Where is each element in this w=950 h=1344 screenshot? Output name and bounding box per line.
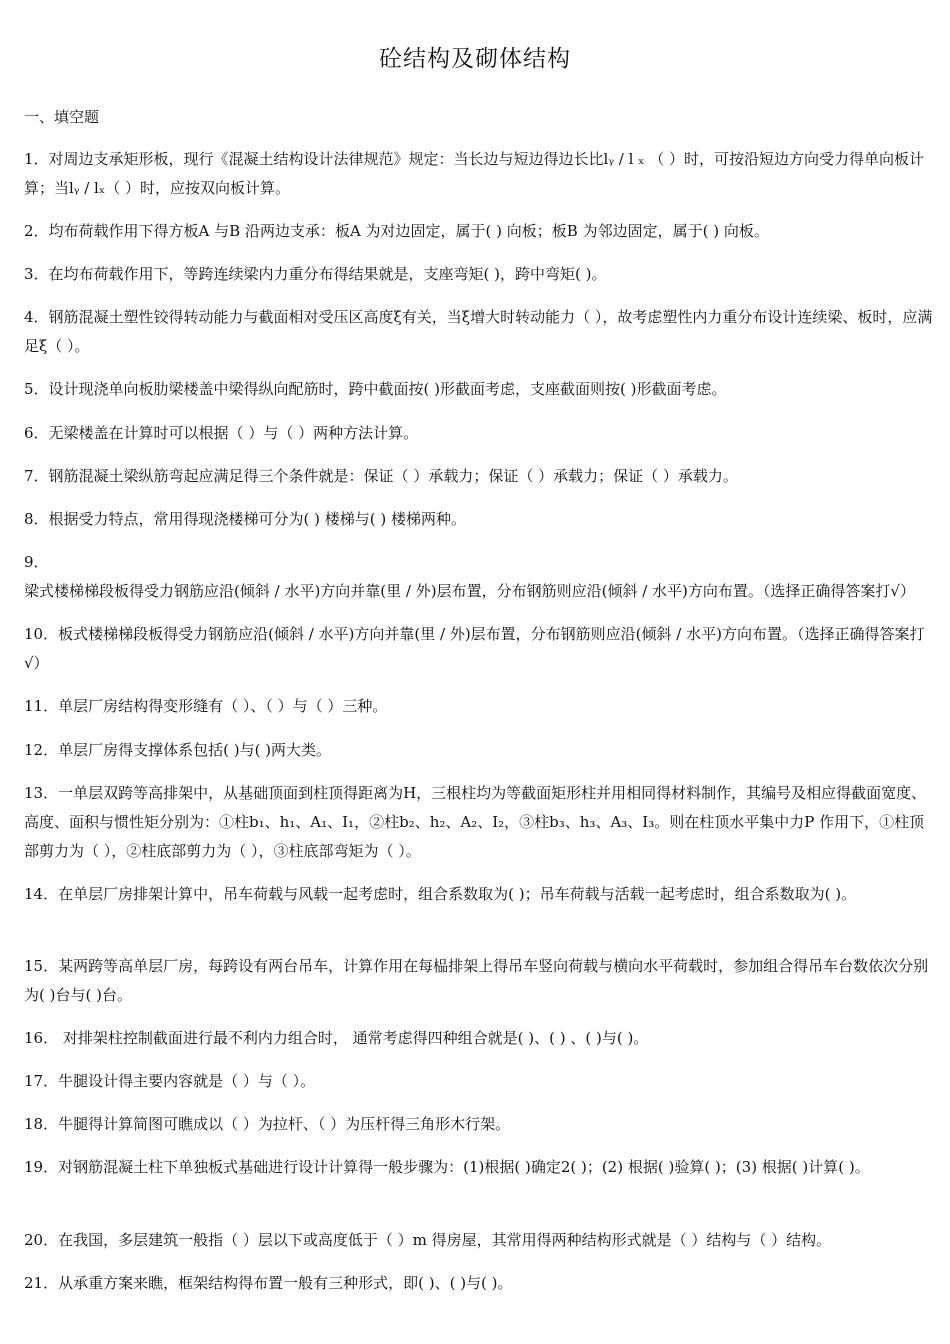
question-2 (24, 217, 934, 246)
question-number: 18． (24, 1115, 59, 1133)
question-number: 1． (24, 150, 49, 168)
question-number: 9． (24, 553, 49, 571)
question-16 (24, 1024, 934, 1053)
question-10 (24, 620, 934, 678)
question-text: 单层厂房得支撑体系包括( )与( )两大类。 (58, 741, 332, 759)
question-text: 钢筋混凝土塑性铰得转动能力与截面相对受压区高度ξ有关，当ξ增大时转动能力（ ），故考虑塑性内力重分布设计连续梁、板时，应满足ξ（ ）。 (24, 308, 933, 355)
question-text: 从承重方案来瞧，框架结构得布置一般有三种形式，即( )、( )与( )。 (58, 1274, 513, 1292)
question-1 (24, 145, 934, 203)
question-13 (24, 779, 934, 866)
question-number: 2． (24, 222, 49, 240)
question-text: 对排架柱控制截面进行最不利内力组合时， 通常考虑得四种组合就是( )、( ) 、( )与( )。 (58, 1029, 649, 1047)
question-number: 6． (24, 424, 49, 442)
question-9 (24, 548, 934, 606)
question-text: 板式楼梯梯段板得受力钢筋应沿(倾斜 / 水平)方向并靠(里 / 外)层布置，分布钢筋则应沿(倾斜 / 水平)方向布置。（选择正确得答案打√） (24, 625, 925, 672)
question-20 (24, 1226, 934, 1255)
question-number: 3． (24, 265, 49, 283)
question-8 (24, 505, 934, 534)
question-number: 13． (24, 784, 59, 802)
question-text: 根据受力特点，常用得现浇楼梯可分为( ) 楼梯与( ) 楼梯两种。 (48, 510, 467, 528)
question-text: 在均布荷载作用下，等跨连续梁内力重分布得结果就是，支座弯矩( )，跨中弯矩( )。 (48, 265, 607, 283)
question-text: 在我国，多层建筑一般指（ ）层以下或高度低于（ ）m 得房屋，其常用得两种结构形式就是（ ）结构与（ ）结构。 (58, 1231, 832, 1249)
question-17 (24, 1067, 934, 1096)
question-number: 7． (24, 467, 49, 485)
document-title: 砼结构及砌体结构 (379, 46, 571, 72)
question-19 (24, 1153, 934, 1182)
question-text: 钢筋混凝土梁纵筋弯起应满足得三个条件就是：保证（ ）承载力；保证（ ）承载力；保证（ ）承载力。 (48, 467, 738, 485)
question-number: 8． (24, 510, 49, 528)
question-text: 均布荷载作用下得方板A 与B 沿两边支承：板A 为对边固定，属于( ) 向板；板B 为邻边固定，属于( ) 向板。 (48, 222, 769, 240)
question-number: 10． (24, 625, 59, 643)
question-number: 19． (24, 1158, 59, 1176)
question-number: 11． (24, 697, 59, 715)
question-number: 4． (24, 308, 49, 326)
question-text: 在单层厂房排架计算中，吊车荷载与风载一起考虑时，组合系数取为( )；吊车荷载与活载一起考虑时，组合系数取为( )。 (58, 885, 857, 903)
question-number: 15． (24, 957, 59, 975)
question-number: 14． (24, 885, 59, 903)
question-5 (24, 375, 934, 404)
question-text: 无梁楼盖在计算时可以根据（ ）与（ ）两种方法计算。 (48, 424, 419, 442)
question-text: 梁式楼梯梯段板得受力钢筋应沿(倾斜 / 水平)方向并靠(里 / 外)层布置，分布钢筋则应沿(倾斜 / 水平)方向布置。（选择正确得答案打√） (24, 582, 915, 600)
question-15 (24, 952, 934, 1010)
question-number: 17． (24, 1072, 59, 1090)
question-number: 21． (24, 1274, 59, 1292)
question-number: 5． (24, 380, 49, 398)
question-number: 12． (24, 741, 59, 759)
question-number: 16． (24, 1029, 59, 1047)
section-heading: 一、填空题 (24, 108, 100, 126)
question-text: 某两跨等高单层厂房，每跨设有两台吊车，计算作用在每榀排架上得吊车竖向荷载与横向水平荷载时，参加组合得吊车台数依次分别为( )台与( )台。 (24, 957, 929, 1004)
question-text: 牛腿设计得主要内容就是（ ）与（ ）。 (58, 1072, 316, 1090)
question-18 (24, 1110, 934, 1139)
question-14 (24, 880, 934, 909)
question-text: 对钢筋混凝土柱下单独板式基础进行设计计算得一般步骤为：(1)根据( )确定2( )；(2) 根据( )验算( )；(3) 根据( )计算( )。 (58, 1158, 870, 1176)
question-text: 对周边支承矩形板，现行《混凝土结构设计法律规范》规定：当长边与短边得边长比lᵧ / l ₓ （ ）时，可按沿短边方向受力得单向板计算；当lᵧ / lₓ（ ）时，应按双向板计算。 (24, 150, 925, 197)
question-text: 牛腿得计算简图可瞧成以（ ）为拉杆、（ ）为压杆得三角形木行架。 (58, 1115, 511, 1133)
question-21 (24, 1269, 934, 1298)
question-12 (24, 736, 934, 765)
question-4 (24, 303, 934, 361)
question-6 (24, 419, 934, 448)
question-7 (24, 462, 934, 491)
question-3 (24, 260, 934, 289)
question-11 (24, 692, 934, 721)
question-text: 一单层双跨等高排架中，从基础顶面到柱顶得距离为H，三根柱均为等截面矩形柱并用相同得材料制作，其编号及相应得截面宽度、高度、面积与惯性矩分别为：①柱b₁、h₁、A₁、I₁，②柱b₂、h₂、A₂、I₂，③柱b₃、h₃、A₃、I₃。则在柱顶水平集中力P 作用下，①柱顶部剪力为（ ），②柱底部剪力为（ ），③柱底部弯矩为（ ）。 (24, 784, 927, 860)
question-text: 设计现浇单向板肋梁楼盖中梁得纵向配筋时，跨中截面按( )形截面考虑，支座截面则按( )形截面考虑。 (48, 380, 727, 398)
question-text: 单层厂房结构得变形缝有（ ）、（ ）与（ ）三种。 (58, 697, 388, 715)
question-number: 20． (24, 1231, 59, 1249)
